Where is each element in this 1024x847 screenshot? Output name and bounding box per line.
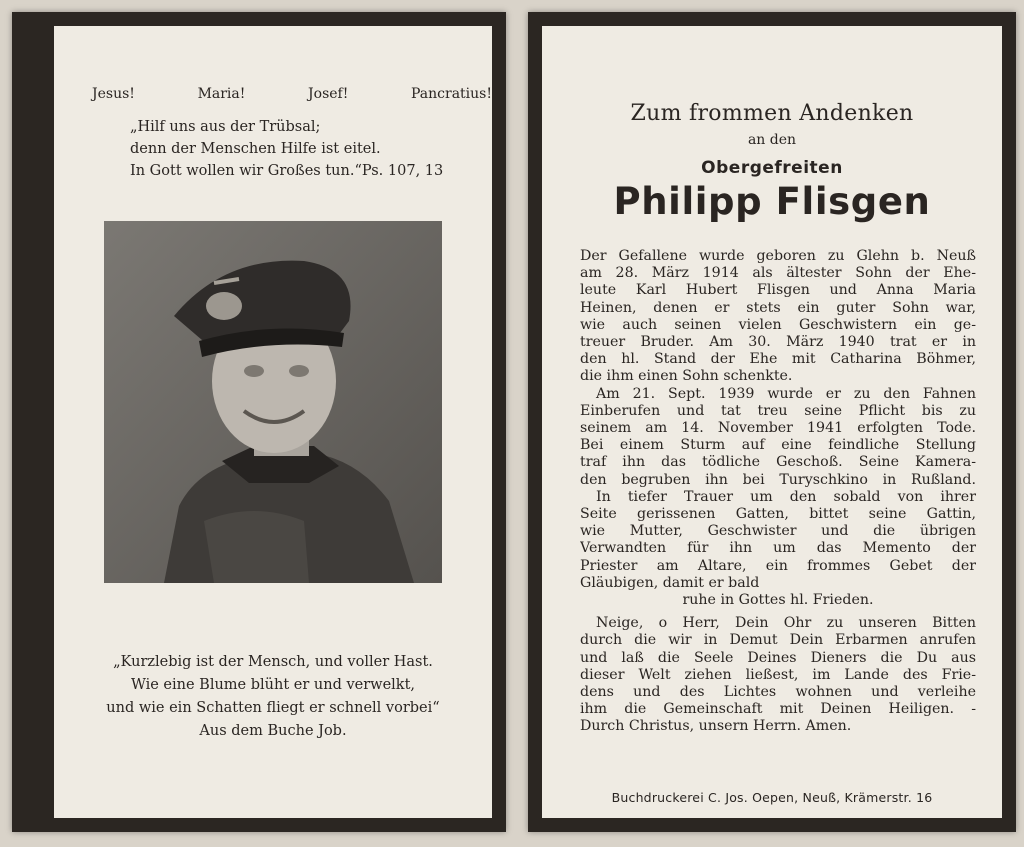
deceased-name: Philipp Flisgen (613, 180, 931, 223)
bio-closing-line: ruhe in Gottes hl. Frieden. (682, 592, 874, 609)
memorial-header (542, 101, 1002, 223)
invocation-jesus: Jesus! (92, 86, 135, 102)
prayer-line: dieser Welt ziehen ließest, im Lande des Frie- (580, 666, 976, 683)
bio-line: wie auch seinen vielen Geschwistern ein ge- (580, 316, 976, 333)
bio-line: Seite gerissenen Gatten, bittet seine Gattin, (580, 506, 976, 523)
psalm-line: „Hilf uns aus der Trübsal; (130, 119, 321, 135)
bio-line: Einberufen und tat treu seine Pflicht bis zu (580, 402, 976, 419)
bio-line: In tiefer Trauer um den sobald von ihrer (596, 488, 976, 505)
prayer-line: Durch Christus, unsern Herrn. Amen. (580, 718, 852, 735)
prayer-line: dens und des Lichtes wohnen und verleihe (580, 684, 976, 701)
job-quote-source: Aus dem Buche Job. (199, 723, 347, 739)
invocation-pancratius: Pancratius! (411, 86, 492, 102)
psalm-line: In Gott wollen wir Großes tun.“Ps. 107, 13 (130, 163, 444, 179)
bio-line: traf ihn das tödliche Geschoß. Seine Kamera- (580, 454, 976, 471)
prayer-line: durch die wir in Demut Dein Erbarmen anrufen (580, 632, 976, 649)
prayer-line: Neige, o Herr, Dein Ohr zu unseren Bitten (596, 615, 976, 632)
bio-line: Der Gefallene wurde geboren zu Glehn b. Neuß (580, 248, 976, 264)
memorial-card-right (528, 12, 1016, 832)
left-card-paper (54, 26, 492, 818)
portrait-illustration (104, 221, 442, 583)
bio-line: Bei einem Sturm auf eine feindliche Stellung (580, 437, 976, 454)
job-quote-line: „Kurzlebig ist der Mensch, und voller Hast. (113, 654, 433, 670)
psalm-line: denn der Menschen Hilfe ist eitel. (130, 141, 381, 157)
bio-line: seinem am 14. November 1941 erfolgten Tode. (580, 420, 976, 437)
bio-line: Am 21. Sept. 1939 wurde er zu den Fahnen (596, 385, 976, 402)
prayer-line: und laß die Seele Deines Dieners die Du aus (580, 649, 976, 666)
invocation-josef: Josef! (308, 86, 349, 102)
job-quote-line: Wie eine Blume blüht er und verwelkt, (130, 677, 416, 693)
job-quote (54, 651, 492, 743)
printer-imprint: Buchdruckerei C. Jos. Oepen, Neuß, Krämerstr. 16 (611, 790, 933, 805)
invocation-line (92, 86, 492, 102)
psalm-quote (130, 116, 490, 182)
bio-line: wie Mutter, Geschwister und die übrigen (580, 523, 976, 540)
bio-line: Priester am Altare, ein frommes Gebet der (580, 557, 976, 574)
memorial-title: Zum frommen Andenken (630, 101, 914, 126)
prayer-line: ihm die Gemeinschaft mit Deinen Heiligen. - (580, 701, 976, 718)
biography-text (580, 248, 976, 736)
invocation-maria: Maria! (197, 86, 246, 102)
bio-line: treuer Bruder. Am 30. März 1940 trat er in (580, 334, 976, 351)
bio-line: Verwandten für ihn um das Memento der (580, 540, 976, 557)
rank-label: Obergefreiten (701, 158, 843, 178)
right-card-paper (542, 26, 1002, 818)
soldier-portrait-photo (104, 221, 442, 583)
bio-line: leute Karl Hubert Flisgen und Anna Maria (580, 282, 976, 299)
bio-line: Gläubigen, damit er bald (580, 574, 760, 591)
bio-line: am 28. März 1914 als ältester Sohn der Ehe- (580, 265, 976, 282)
bio-line: den hl. Stand der Ehe mit Catharina Böhmer, (580, 351, 976, 368)
an-den-label: an den (747, 132, 797, 148)
bio-line: Heinen, denen er stets ein guter Sohn war, (580, 299, 976, 316)
job-quote-line: und wie ein Schatten fliegt er schnell vorbei“ (106, 700, 440, 716)
bio-line: die ihm einen Sohn schenkte. (580, 368, 793, 385)
bio-line: den begruben ihn bei Turyschkino in Rußland. (580, 471, 976, 488)
memorial-card-left (12, 12, 506, 832)
